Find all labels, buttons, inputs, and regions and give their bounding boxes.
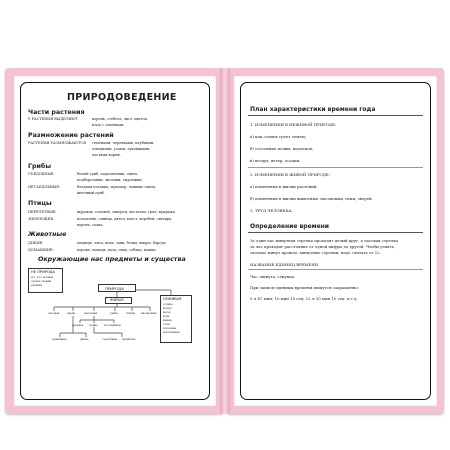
section-heading: Части растения	[28, 109, 85, 116]
plan-item: б) изменения в жизни животных: насекомых, птиц, зверей.	[250, 196, 373, 201]
units-title: НАЗВАНИЕ ЕДИНИЦ ВРЕМЕНИ	[250, 262, 319, 267]
animal-kind: домашние	[52, 337, 67, 341]
nature-box	[98, 284, 136, 292]
plan-item: а) как солнце греет землю;	[250, 134, 307, 139]
plan-item: в) воздух, ветер, осадки.	[250, 158, 301, 163]
section-heading: Грибы	[28, 163, 52, 170]
non-nature-box	[28, 268, 63, 293]
plant-kind: съедобные	[102, 337, 118, 341]
animal-kind: дикие	[80, 337, 89, 341]
time-paragraph: за час проходит расстояние от одной цифры до другой. Чтобы узнать,	[250, 244, 395, 249]
examples-text: 5 ч 47 мин; 10 мин 15 сек; 12 ч 30 мин 10 сек. и т.д.	[250, 296, 358, 301]
divider	[248, 269, 423, 270]
item-text: бледная поганка, мухомор, ложные опята,	[77, 185, 157, 189]
plan-item: а) изменения в жизни растений;	[250, 184, 318, 189]
non-nature-note: руками)	[31, 284, 43, 287]
item-text: семенами, черенками, клубнями,	[92, 141, 155, 145]
plan-item: 2. ИЗМЕНЕНИЯ В ЖИВОЙ ПРИРОДЕ:	[250, 172, 331, 177]
nature-label: ПРИРОДА	[105, 285, 124, 291]
item-label: ПЕРЕЛЕТНЫЕ:	[28, 210, 57, 214]
divider	[248, 167, 423, 168]
item-label: НЕСЪЕДОБНЫЕ:	[28, 185, 61, 189]
non-alive-label: НЕЖИВАЯ	[163, 297, 182, 301]
item-text: частями корня.	[92, 153, 121, 157]
plan-title: План характеристики времени года	[250, 106, 376, 113]
item-text: подберезовик, лисички, сыроежки.	[77, 178, 143, 182]
plan-item: 3. ТРУД ЧЕЛОВЕКА.	[250, 208, 293, 213]
item-text: плод с семенами.	[92, 123, 125, 127]
alive-child: рыбы	[110, 311, 118, 315]
plant-child: кустарники	[104, 323, 121, 327]
non-alive-item: камни	[163, 319, 172, 322]
diagram-title: Окружающие нас предметы и существа	[38, 256, 186, 263]
alive-child: человек	[48, 311, 60, 315]
non-alive-box	[160, 295, 192, 343]
non-alive-item: полезные	[163, 327, 177, 330]
item-text: белый гриб, подосиновик, опята,	[77, 172, 139, 176]
alive-child: птицы	[126, 311, 135, 315]
left-page	[14, 76, 216, 406]
item-text: желчный гриб.	[77, 191, 106, 195]
non-alive-item: ветер	[163, 311, 171, 314]
plan-item: 1. ИЗМЕНЕНИЯ В НЕЖИВОЙ ПРИРОДЕ:	[250, 122, 337, 127]
book-spine	[220, 68, 230, 414]
plan-item: б) состояние почвы, водоемов;	[250, 146, 314, 151]
left-page-title: ПРИРОДОВЕДЕНИЕ	[67, 92, 177, 103]
plant-child: деревья	[72, 323, 84, 327]
non-alive-item: вода	[163, 315, 170, 318]
alive-box	[105, 297, 132, 304]
abbrev-text: При записи единицы времени пишутся сокращенно:	[250, 285, 360, 290]
item-label: У РАСТЕНИЯ ВЫДЕЛЯЮТ	[28, 117, 78, 121]
right-page	[234, 76, 437, 406]
section-heading: Животные	[28, 231, 67, 238]
time-paragraph: За один час минутная стрелка проходит целый круг, а часовая стрелка	[250, 238, 399, 243]
non-nature-note: сделал своими	[31, 280, 52, 283]
divider	[248, 115, 423, 116]
non-nature-note: (то, что человек	[31, 276, 54, 279]
plant-child: травы	[89, 323, 98, 327]
time-title: Определение времени	[250, 223, 329, 230]
item-label: ДОМАШНИЕ:	[28, 248, 54, 252]
item-label: ДИКИЕ:	[28, 241, 44, 245]
alive-child: насекомые	[141, 311, 157, 315]
item-text: отводками, усами, луковицами,	[92, 147, 151, 151]
units-text: Час, минута, секунда.	[250, 274, 296, 279]
item-text: корова, лошадь, коза, овца, собака, кошка.	[77, 248, 157, 252]
plant-kind: ядовитые	[122, 337, 136, 341]
non-alive-item: воздух	[163, 307, 173, 310]
alive-label: ЖИВАЯ	[110, 298, 124, 302]
non-alive-item: солнце	[163, 303, 173, 306]
section-heading: Размножение растений	[28, 132, 114, 139]
alive-child: звери	[67, 311, 76, 315]
item-label: СЪЕДОБНЫЕ:	[28, 172, 55, 176]
item-text: корень, стебель, лист, цветок,	[92, 117, 148, 121]
item-text: ворона, галка.	[77, 223, 104, 227]
non-alive-item: горы	[163, 323, 170, 326]
item-text: журавль, соловей, скворец, ласточка, грач, кукушка.	[77, 210, 176, 214]
time-paragraph: сколько минут прошло, минутные стрелки, надо считать от 12.	[250, 250, 381, 255]
item-text: медведь, лиса, волк, заяц, белка, выдра, барсук.	[77, 241, 167, 245]
alive-child: растения	[84, 311, 98, 315]
item-text: поползень, синица, дятел, клест, воробей, снегирь,	[77, 217, 173, 221]
divider	[248, 232, 423, 233]
nature-diagram-lines	[14, 76, 216, 406]
item-label: ЗИМУЮЩИЕ:	[28, 217, 55, 221]
non-nature-label: НЕ ПРИРОДА	[31, 270, 55, 274]
section-heading: Птицы	[28, 200, 52, 207]
non-alive-item: ископаемые	[163, 331, 180, 334]
item-label: РАСТЕНИЯ РАЗМНОЖАЮТСЯ	[28, 141, 86, 145]
